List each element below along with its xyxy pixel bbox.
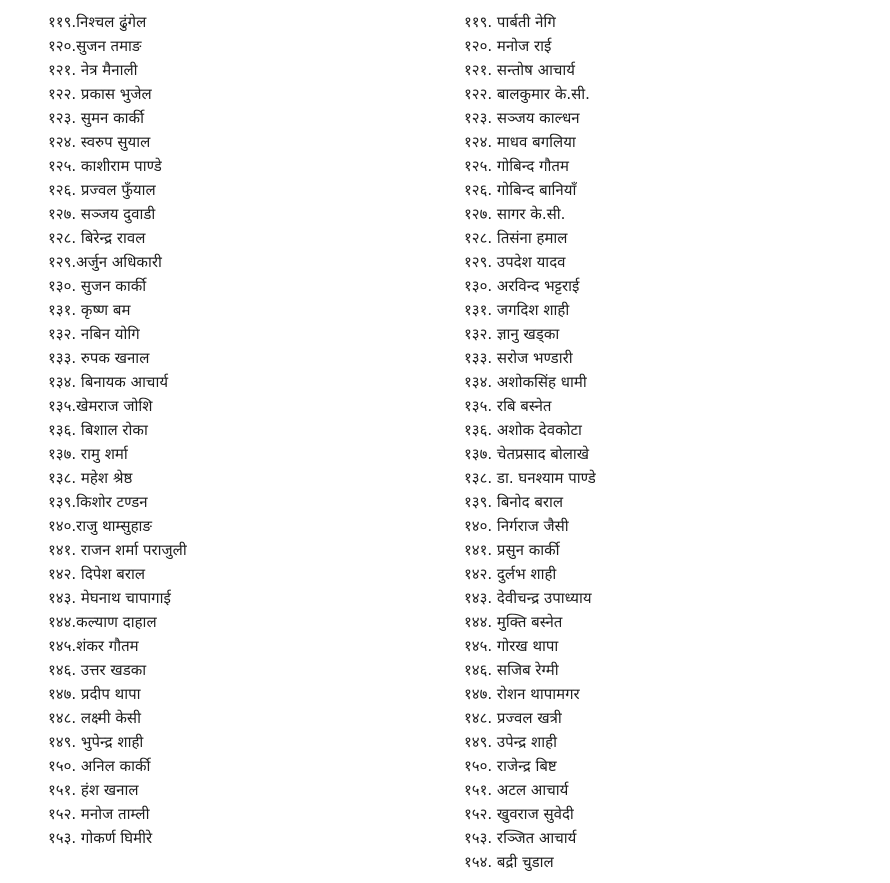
right-list-item: १३९. बिनोद बराल [464, 493, 564, 511]
left-list-item: १३९.किशोर टण्डन [48, 493, 148, 511]
right-list-item: १३५. रबि बस्नेत [464, 397, 552, 415]
right-list-item: ११९. पार्बती नेगि [464, 13, 556, 31]
left-list-item: १३३. रुपक खनाल [48, 349, 150, 367]
right-list-item: १३८. डा. घनश्याम पाण्डे [464, 469, 596, 487]
left-list-item: १४१. राजन शर्मा पराजुली [48, 541, 187, 559]
left-list-item: १४८. लक्ष्मी केसी [48, 709, 141, 727]
left-list-item: १३४. बिनायक आचार्य [48, 373, 169, 391]
right-list-item: १३१. जगदिश शाही [464, 301, 570, 319]
right-list-item: १३०. अरविन्द भट्टराई [464, 277, 580, 295]
left-list-item: १२१. नेत्र मैनाली [48, 61, 138, 79]
right-list-item: १५१. अटल आचार्य [464, 781, 569, 799]
left-list-item: १२८. बिरेन्द्र रावल [48, 229, 146, 247]
right-list-item: १३३. सरोज भण्डारी [464, 349, 573, 367]
right-list-item: १३६. अशोक देवकोटा [464, 421, 582, 439]
right-list-item: १२६. गोबिन्द बानियाँ [464, 181, 577, 199]
left-list-item: १४५.शंकर गौतम [48, 637, 139, 655]
left-list-item: १४७. प्रदीप थापा [48, 685, 141, 703]
right-list-item: १२०. मनोज राई [464, 37, 552, 55]
left-list-item: १३६. बिशाल रोका [48, 421, 148, 439]
right-list-item: १४७. रोशन थापामगर [464, 685, 580, 703]
right-list-item: १५४. बद्री चुडाल [464, 853, 554, 871]
right-list-item: १३२. ज्ञानु खड्का [464, 325, 560, 343]
right-list-item: १४२. दुर्लभ शाही [464, 565, 557, 583]
right-list-item: १५०. राजेन्द्र बिष्ट [464, 757, 557, 775]
left-list-item: १३०. सुजन कार्की [48, 277, 147, 295]
right-list-item: १५२. खुवराज सुवेदी [464, 805, 574, 823]
left-list-item: १३७. रामु शर्मा [48, 445, 128, 463]
right-list-item: १२१. सन्तोष आचार्य [464, 61, 576, 79]
left-list-item: १३१. कृष्ण बम [48, 301, 131, 319]
left-list-item: १२३. सुमन कार्की [48, 109, 144, 127]
left-list-item: १५०. अनिल कार्की [48, 757, 151, 775]
right-list-item: १३४. अशोकसिंह धामी [464, 373, 587, 391]
right-list-item: १२४. माधव बगलिया [464, 133, 576, 151]
right-list-item: १५३. रञ्जित आचार्य [464, 829, 577, 847]
left-list-item: १२९.अर्जुन अधिकारी [48, 253, 162, 271]
right-list-item: १३७. चेतप्रसाद बोलाखे [464, 445, 590, 463]
left-list-item: १५३. गोकर्ण घिमीरे [48, 829, 153, 847]
right-list-item: १२७. सागर के.सी. [464, 205, 566, 223]
right-list-item: १४१. प्रसुन कार्की [464, 541, 560, 559]
left-list-item: १२४. स्वरुप सुयाल [48, 133, 151, 151]
right-list-item: १४९. उपेन्द्र शाही [464, 733, 557, 751]
left-list-item: १३२. नबिन योगि [48, 325, 140, 343]
left-list-item: १४३. मेघनाथ चापागाई [48, 589, 171, 607]
left-name-column [48, 10, 428, 850]
left-list-item: १४०.राजु थाम्सुहाङ [48, 517, 152, 535]
right-name-column [464, 10, 864, 874]
right-list-item: १४४. मुक्ति बस्नेत [464, 613, 563, 631]
left-list-item: १४४.कल्याण दाहाल [48, 613, 157, 631]
left-list-item: १२०.सुजन तमाङ [48, 37, 142, 55]
right-list-item: १४३. देवीचन्द्र उपाध्याय [464, 589, 592, 607]
right-list-item: १४०. निर्गराज जैसी [464, 517, 569, 535]
right-list-item: १२८. तिसंना हमाल [464, 229, 568, 247]
left-list-item: १२७. सञ्जय दुवाडी [48, 205, 156, 223]
left-list-item: १५१. हंश खनाल [48, 781, 139, 799]
left-list-item: १४९. भुपेन्द्र शाही [48, 733, 144, 751]
right-list-item: १४५. गोरख थापा [464, 637, 559, 655]
left-list-item: १३८. महेश श्रेष्ठ [48, 469, 133, 487]
right-list-item: १२५. गोबिन्द गौतम [464, 157, 569, 175]
left-list-item: १२५. काशीराम पाण्डे [48, 157, 162, 175]
right-list-item: १४६. सजिब रेग्मी [464, 661, 559, 679]
left-list-item: १४२. दिपेश बराल [48, 565, 146, 583]
left-list-item: ११९.निश्चल ढुंगेल [48, 13, 147, 31]
right-list-item: १२३. सञ्जय काल्धन [464, 109, 580, 127]
right-list-item: १२२. बालकुमार के.सी. [464, 85, 590, 103]
left-list-item: १५२. मनोज ताम्ली [48, 805, 150, 823]
right-list-item: १४८. प्रज्वल खत्री [464, 709, 562, 727]
left-list-item: १४६. उत्तर खडका [48, 661, 147, 679]
left-list-item: १२२. प्रकास भुजेल [48, 85, 152, 103]
right-list-item: १२९. उपदेश यादव [464, 253, 566, 271]
left-list-item: १२६. प्रज्वल फुँयाल [48, 181, 156, 199]
left-list-item: १३५.खेमराज जोशि [48, 397, 153, 415]
